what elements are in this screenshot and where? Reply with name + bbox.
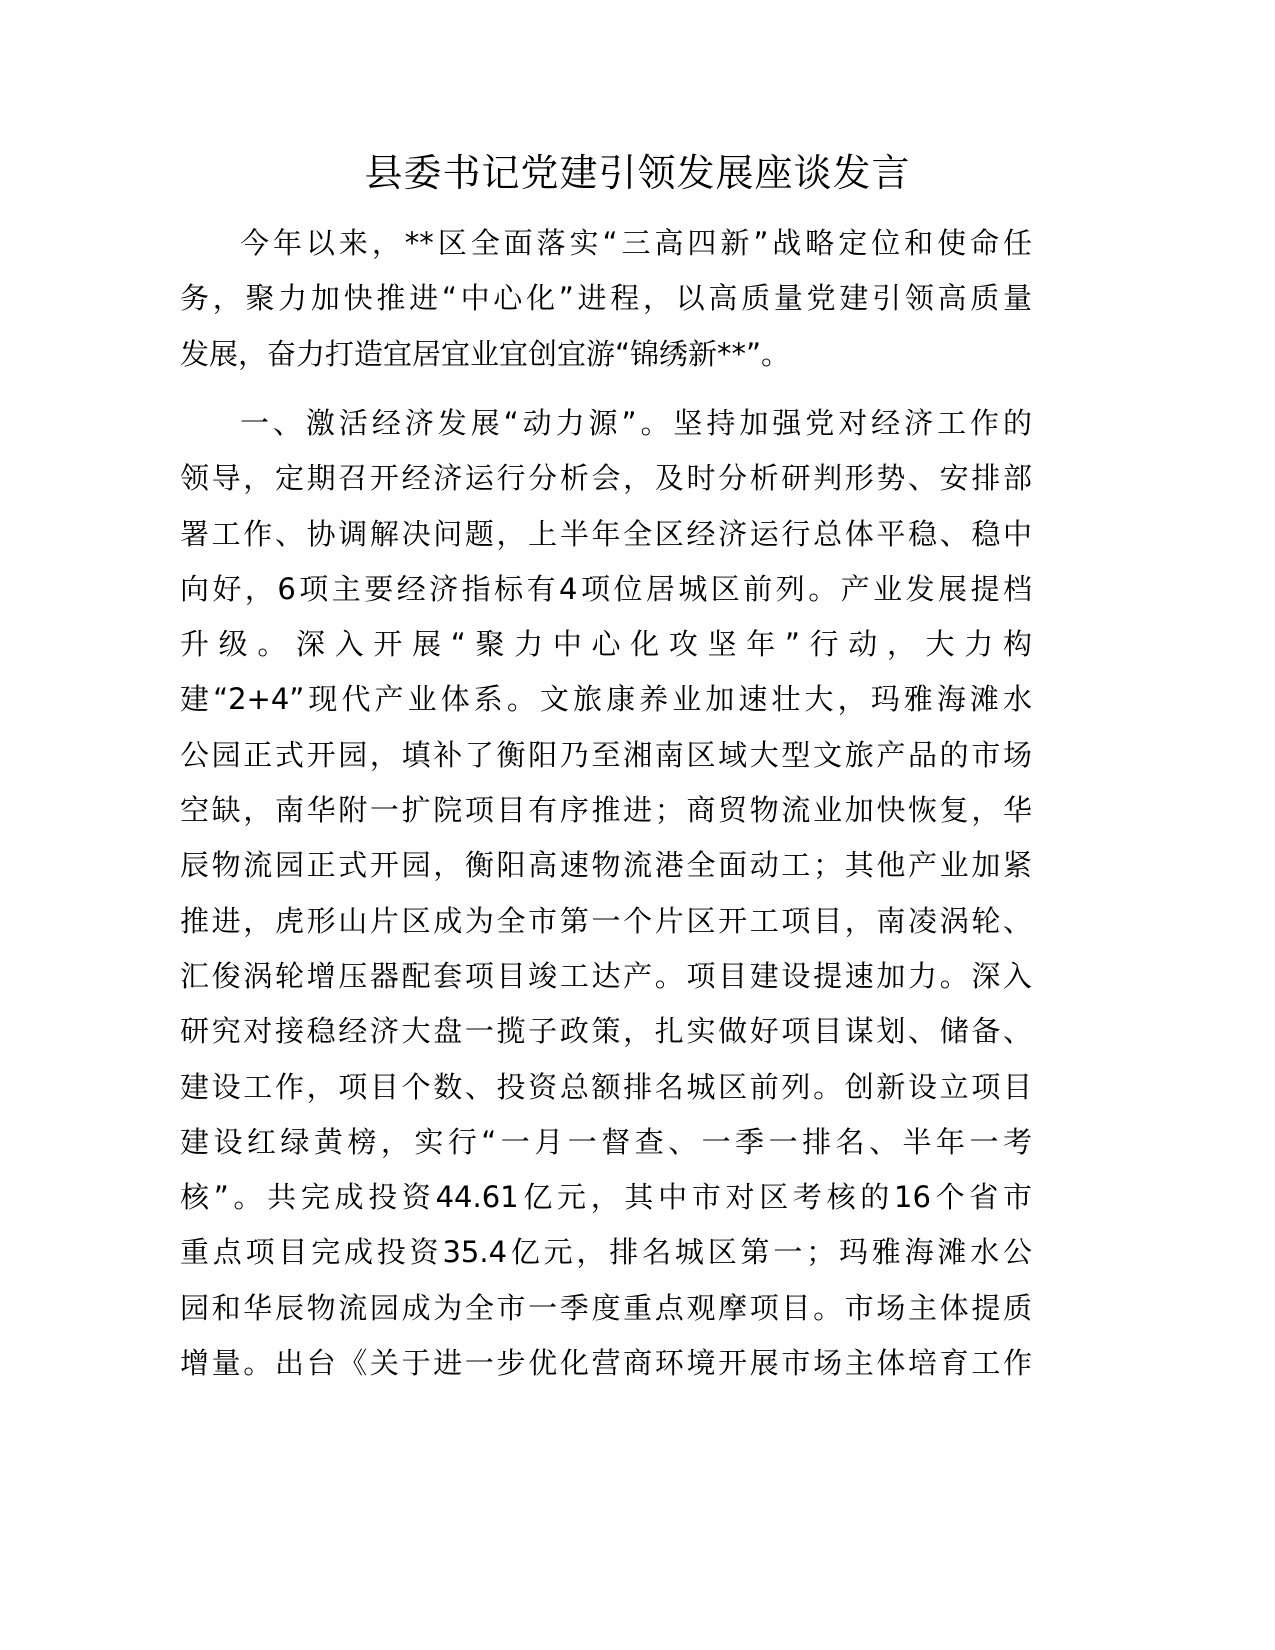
text-line: 研究对接稳经济大盘一揽子政策，扎实做好项目谋划、储备、	[180, 1014, 1032, 1049]
text-line: 领导，定期召开经济运行分析会，及时分析研判形势、安排部	[180, 461, 1032, 496]
document-title: 县委书记党建引领发展座谈发言	[364, 151, 911, 195]
text-line: 建设工作，项目个数、投资总额排名城区前列。创新设立项目	[180, 1069, 1032, 1104]
text-line: 升级。深入开展“聚力中心化攻坚年”行动，大力构	[180, 627, 1032, 662]
paragraph-intro	[180, 216, 1032, 382]
text-line: 重点项目完成投资35.4亿元，排名城区第一；玛雅海滩水公	[180, 1235, 1032, 1270]
text-line: 向好，6项主要经济指标有4项位居城区前列。产业发展提档	[180, 571, 1032, 606]
text-line: 推进，虎形山片区成为全市第一个片区开工项目，南凌涡轮、	[180, 903, 1032, 938]
text-line: 汇俊涡轮增压器配套项目竣工达产。项目建设提速加力。深入	[180, 958, 1032, 993]
text-line: 今年以来，**区全面落实“三高四新”战略定位和使命任	[240, 226, 1032, 260]
text-line: 公园正式开园，填补了衡阳乃至湘南区域大型文旅产品的市场	[180, 737, 1032, 772]
text-line: 建“2+4”现代产业体系。文旅康养业加速壮大，玛雅海滩水	[180, 682, 1032, 717]
text-line: 核”。共完成投资44.61亿元，其中市对区考核的16个省市	[180, 1180, 1032, 1215]
text-line: 辰物流园正式开园，衡阳高速物流港全面动工；其他产业加紧	[180, 848, 1032, 883]
text-line: 一、激活经济发展“动力源”。坚持加强党对经济工作的	[240, 406, 1032, 440]
text-line: 园和华辰物流园成为全市一季度重点观摩项目。市场主体提质	[180, 1290, 1032, 1325]
paragraph-economy	[180, 396, 1032, 1391]
text-line: 建设红绿黄榜，实行“一月一督查、一季一排名、半年一考	[180, 1124, 1032, 1159]
text-line: 署工作、协调解决问题，上半年全区经济运行总体平稳、稳中	[180, 516, 1032, 551]
text-line: 务，聚力加快推进“中心化”进程，以高质量党建引领高质量	[180, 281, 1032, 316]
text-line: 增量。出台《关于进一步优化营商环境开展市场主体培育工作	[180, 1346, 1032, 1381]
text-line: 空缺，南华附一扩院项目有序推进；商贸物流业加快恢复，华	[180, 793, 1032, 828]
text-line: 发展，奋力打造宜居宜业宜创宜游“锦绣新**”。	[180, 336, 791, 371]
